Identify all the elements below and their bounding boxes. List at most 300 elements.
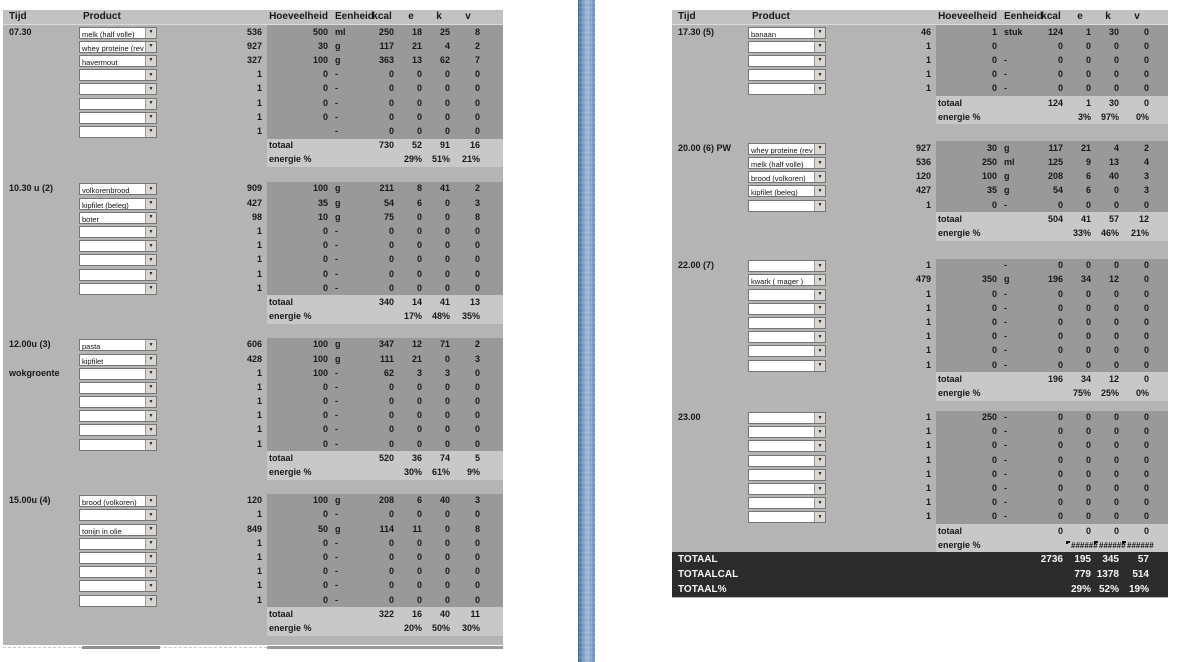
dropdown-arrow-button[interactable] [145, 525, 156, 535]
meal-row [3, 494, 503, 508]
kcal-value: 0 [388, 226, 394, 237]
chevron-down-icon: ▼ [148, 426, 154, 433]
column-header-row [3, 10, 503, 25]
carb-value: 0 [444, 424, 450, 435]
dropdown-arrow-button[interactable] [814, 186, 825, 196]
grand-carb-value: 345 [1102, 553, 1119, 565]
total-protein-value: 36 [411, 452, 422, 463]
protein-value: 0 [416, 424, 422, 435]
unit-value: - [335, 254, 338, 265]
product-dropdown[interactable] [748, 426, 826, 438]
total-fat-value: 30% [461, 622, 480, 633]
product-dropdown[interactable] [79, 595, 157, 607]
product-cell [79, 594, 159, 607]
dropdown-arrow-button[interactable] [814, 56, 825, 66]
unit-value: - [1004, 331, 1007, 342]
carb-value: 4 [444, 40, 450, 51]
kcal-value: 0 [1057, 260, 1063, 271]
kcal-value: 125 [1047, 157, 1063, 168]
protein-value: 0 [416, 396, 422, 407]
product-dropdown[interactable] [748, 143, 826, 155]
chevron-down-icon: ▼ [817, 499, 823, 506]
col-header-tijd: Tijd [678, 11, 696, 22]
carb-value: 0 [444, 580, 450, 591]
carb-value: 0 [444, 226, 450, 237]
total-carb-value: 91 [439, 140, 450, 151]
carb-value: 0 [1113, 345, 1119, 356]
fat-value: 0 [474, 381, 480, 392]
carb-value: 4 [1113, 142, 1119, 153]
total-protein-value: 75% [1072, 387, 1091, 398]
chevron-down-icon: ▼ [148, 43, 154, 50]
product-dropdown[interactable] [79, 410, 157, 422]
carb-value: 0 [444, 396, 450, 407]
fat-value: 0 [1143, 302, 1149, 313]
product-dropdown[interactable] [79, 55, 157, 67]
product-dropdown[interactable] [79, 424, 157, 436]
dropdown-arrow-button[interactable] [814, 158, 825, 168]
dropdown-arrow-button[interactable] [145, 127, 156, 137]
time-label: 07.30 [9, 26, 32, 37]
product-dropdown[interactable] [748, 455, 826, 467]
product-dropdown[interactable] [748, 303, 826, 315]
chevron-down-icon: ▼ [817, 262, 823, 269]
col-header-tijd: Tijd [9, 11, 27, 22]
kcal-value: 0 [388, 551, 394, 562]
time-label: 15.00u (4) [9, 495, 51, 506]
kcal-value: 54 [1052, 185, 1063, 196]
dropdown-arrow-button[interactable] [814, 144, 825, 154]
kcal-value: 0 [388, 97, 394, 108]
product-dropdown-value [80, 70, 145, 80]
fat-value: 3 [474, 353, 480, 364]
chevron-down-icon: ▼ [148, 228, 154, 235]
protein-value: 0 [1085, 302, 1091, 313]
product-dropdown[interactable] [748, 360, 826, 372]
quantity-value: 0 [991, 359, 997, 370]
product-dropdown[interactable] [748, 331, 826, 343]
chevron-down-icon: ▼ [148, 57, 154, 64]
protein-value: 0 [416, 594, 422, 605]
product-dropdown[interactable] [748, 157, 826, 169]
dropdown-arrow-button[interactable] [145, 28, 156, 38]
product-dropdown-value [80, 369, 145, 379]
product-dropdown[interactable] [748, 440, 826, 452]
fat-value: 0 [1143, 412, 1149, 423]
total-protein-value: 17% [403, 311, 422, 322]
dropdown-arrow-button[interactable] [145, 510, 156, 520]
fat-value: 0 [474, 83, 480, 94]
product-dropdown[interactable] [79, 212, 157, 224]
product-dropdown[interactable] [79, 339, 157, 351]
chevron-down-icon: ▼ [148, 356, 154, 363]
time-label: 20.00 (6) PW [678, 142, 732, 153]
carb-value: 0 [444, 125, 450, 136]
meal-plan-right-panel [672, 10, 1168, 598]
error-flag-icon [1122, 541, 1126, 544]
kcal-value: 0 [388, 438, 394, 449]
energie-percent-label: energie % [938, 111, 981, 122]
energie-percent-row [3, 465, 503, 479]
product-cell [79, 54, 159, 67]
quantity-value: 100 [312, 54, 328, 65]
fat-value: 0 [1143, 440, 1149, 451]
product-dropdown[interactable] [79, 254, 157, 266]
protein-value: 0 [1085, 331, 1091, 342]
unit-value: - [335, 551, 338, 562]
product-dropdown[interactable] [748, 274, 826, 286]
fat-value: 0 [474, 367, 480, 378]
fat-value: 0 [1143, 359, 1149, 370]
product-id-value: 1 [925, 40, 931, 51]
carb-value: 0 [1113, 316, 1119, 327]
product-dropdown[interactable] [79, 439, 157, 451]
product-dropdown[interactable] [79, 198, 157, 210]
chevron-down-icon: ▼ [817, 513, 823, 520]
dropdown-arrow-button[interactable] [145, 56, 156, 66]
chevron-down-icon: ▼ [148, 497, 154, 504]
product-dropdown[interactable] [79, 580, 157, 592]
protein-value: 0 [416, 566, 422, 577]
protein-value: 0 [1085, 54, 1091, 65]
product-dropdown[interactable] [748, 200, 826, 212]
product-dropdown-value: kwark ( mager ) [751, 277, 804, 286]
meal-row [672, 301, 1168, 315]
dropdown-arrow-button[interactable] [814, 346, 825, 356]
totaal-label: totaal [269, 608, 294, 619]
unit-value: - [335, 381, 338, 392]
dropdown-arrow-button[interactable] [145, 581, 156, 591]
product-dropdown[interactable] [748, 497, 826, 509]
meal-row [3, 267, 503, 281]
product-dropdown-value: boter [82, 214, 100, 223]
product-dropdown[interactable] [79, 495, 157, 507]
quantity-value: 0 [991, 54, 997, 65]
carb-value: 0 [1113, 497, 1119, 508]
grand-total-row [672, 567, 1168, 582]
quantity-value: 350 [981, 274, 997, 285]
dropdown-arrow-button[interactable] [814, 42, 825, 52]
dropdown-arrow-button[interactable] [814, 304, 825, 314]
dropdown-arrow-button[interactable] [145, 255, 156, 265]
product-dropdown[interactable] [748, 260, 826, 272]
dropdown-arrow-button[interactable] [145, 99, 156, 109]
product-id-value: 1 [256, 268, 262, 279]
dropdown-arrow-button[interactable] [814, 498, 825, 508]
dropdown-arrow-button[interactable] [814, 470, 825, 480]
unit-value: - [1004, 440, 1007, 451]
dropdown-arrow-button[interactable] [145, 397, 156, 407]
totaal-row [672, 212, 1168, 226]
product-dropdown[interactable] [748, 469, 826, 481]
product-dropdown-value [80, 397, 145, 407]
col-header-e: e [408, 11, 414, 22]
dropdown-arrow-button[interactable] [145, 199, 156, 209]
carb-value: 0 [444, 211, 450, 222]
product-dropdown[interactable] [79, 566, 157, 578]
product-dropdown[interactable] [79, 283, 157, 295]
carb-value: 0 [444, 410, 450, 421]
product-dropdown[interactable] [79, 368, 157, 380]
dropdown-arrow-button[interactable] [145, 425, 156, 435]
quantity-value: 0 [322, 254, 328, 265]
kcal-value: 0 [1057, 359, 1063, 370]
meal-row [3, 210, 503, 224]
protein-value: 0 [1085, 454, 1091, 465]
total-protein-value: ###### [1066, 541, 1094, 550]
product-id-value: 1 [925, 260, 931, 271]
total-fat-value: 13 [469, 296, 480, 307]
dropdown-arrow-button[interactable] [145, 539, 156, 549]
dropdown-arrow-button[interactable] [145, 496, 156, 506]
product-dropdown[interactable] [79, 396, 157, 408]
product-dropdown[interactable] [748, 171, 826, 183]
fat-value: 0 [474, 69, 480, 80]
chevron-down-icon: ▼ [148, 370, 154, 377]
protein-value: 0 [416, 509, 422, 520]
energie-percent-label: energie % [938, 387, 981, 398]
dropdown-arrow-button[interactable] [145, 84, 156, 94]
product-dropdown-value [749, 470, 814, 480]
unit-value: - [1004, 454, 1007, 465]
product-cell [748, 510, 828, 523]
product-dropdown[interactable] [79, 69, 157, 81]
product-cell [79, 182, 159, 195]
chevron-down-icon: ▼ [817, 319, 823, 326]
product-dropdown[interactable] [79, 41, 157, 53]
dropdown-arrow-button[interactable] [814, 70, 825, 80]
product-dropdown[interactable] [79, 112, 157, 124]
product-dropdown[interactable] [748, 41, 826, 53]
dropdown-arrow-button[interactable] [145, 369, 156, 379]
product-dropdown[interactable] [748, 317, 826, 329]
dropdown-arrow-button[interactable] [814, 484, 825, 494]
product-dropdown[interactable] [79, 27, 157, 39]
dropdown-arrow-button[interactable] [814, 332, 825, 342]
product-dropdown[interactable] [79, 354, 157, 366]
product-id-value: 98 [251, 211, 262, 222]
total-protein-value: 30% [403, 467, 422, 478]
carb-value: 0 [1113, 83, 1119, 94]
product-dropdown[interactable] [748, 69, 826, 81]
unit-value: g [335, 211, 341, 222]
meal-section [3, 494, 503, 636]
chevron-down-icon: ▼ [148, 185, 154, 192]
carb-value: 0 [444, 268, 450, 279]
carb-value: 0 [444, 240, 450, 251]
dropdown-arrow-button[interactable] [145, 184, 156, 194]
totaal-row [672, 372, 1168, 386]
carb-value: 0 [1113, 331, 1119, 342]
meal-row [672, 39, 1168, 53]
chevron-down-icon: ▼ [148, 582, 154, 589]
dropdown-arrow-button[interactable] [814, 512, 825, 522]
product-dropdown[interactable] [748, 55, 826, 67]
unit-value: - [1004, 345, 1007, 356]
product-dropdown[interactable] [748, 483, 826, 495]
total-carb-value: 51% [431, 154, 450, 165]
quantity-value: 500 [312, 26, 328, 37]
product-dropdown-value [749, 70, 814, 80]
carb-value: 0 [1113, 468, 1119, 479]
meal-section [3, 25, 503, 167]
meal-row [3, 423, 503, 437]
dropdown-arrow-button[interactable] [814, 275, 825, 285]
unit-value: g [335, 197, 341, 208]
product-dropdown-value: pasta [82, 342, 101, 351]
quantity-value: 0 [322, 282, 328, 293]
unit-value: g [1004, 274, 1010, 285]
product-id-value: 1 [256, 254, 262, 265]
product-id-value: 1 [925, 359, 931, 370]
dropdown-arrow-button[interactable] [814, 84, 825, 94]
product-dropdown[interactable] [79, 269, 157, 281]
product-cell [748, 316, 828, 329]
dropdown-arrow-button[interactable] [814, 172, 825, 182]
quantity-value: 100 [312, 339, 328, 350]
product-dropdown[interactable] [79, 382, 157, 394]
protein-value: 0 [1085, 316, 1091, 327]
dropdown-arrow-button[interactable] [145, 113, 156, 123]
product-dropdown[interactable] [748, 27, 826, 39]
dropdown-arrow-button[interactable] [145, 70, 156, 80]
unit-value: - [1004, 412, 1007, 423]
product-dropdown[interactable] [748, 185, 826, 197]
product-dropdown[interactable] [79, 552, 157, 564]
product-dropdown-value [80, 227, 145, 237]
product-dropdown[interactable] [748, 345, 826, 357]
meal-row [3, 253, 503, 267]
meal-section [3, 182, 503, 324]
dropdown-arrow-button[interactable] [145, 42, 156, 52]
protein-value: 0 [1085, 260, 1091, 271]
product-dropdown[interactable] [79, 83, 157, 95]
product-dropdown[interactable] [79, 226, 157, 238]
chevron-down-icon: ▼ [817, 442, 823, 449]
quantity-value: 0 [322, 83, 328, 94]
carb-value: 0 [1113, 511, 1119, 522]
product-dropdown-value [749, 427, 814, 437]
dropdown-arrow-button[interactable] [145, 270, 156, 280]
meal-section [672, 259, 1168, 401]
dropdown-arrow-button[interactable] [145, 340, 156, 350]
dropdown-arrow-button[interactable] [814, 261, 825, 271]
product-dropdown[interactable] [748, 83, 826, 95]
dropdown-arrow-button[interactable] [145, 411, 156, 421]
protein-value: 0 [416, 381, 422, 392]
quantity-value: 0 [991, 345, 997, 356]
dropdown-arrow-button[interactable] [145, 213, 156, 223]
energie-percent-row [672, 538, 1168, 552]
meal-row [672, 170, 1168, 184]
product-dropdown[interactable] [79, 524, 157, 536]
dropdown-arrow-button[interactable] [814, 456, 825, 466]
quantity-value: 0 [322, 424, 328, 435]
product-dropdown-value [749, 498, 814, 508]
chevron-down-icon: ▼ [148, 285, 154, 292]
total-kcal-value: 504 [1047, 213, 1063, 224]
chevron-down-icon: ▼ [817, 71, 823, 78]
product-dropdown[interactable] [748, 511, 826, 523]
dropdown-arrow-button[interactable] [814, 290, 825, 300]
error-flag-icon [1094, 541, 1098, 544]
kcal-value: 0 [1057, 302, 1063, 313]
dropdown-arrow-button[interactable] [814, 427, 825, 437]
energie-percent-label: energie % [938, 539, 981, 550]
product-cell [79, 381, 159, 394]
carb-value: 0 [1113, 359, 1119, 370]
dropdown-arrow-button[interactable] [814, 318, 825, 328]
dropdown-arrow-button[interactable] [145, 241, 156, 251]
column-header-row [672, 10, 1168, 25]
protein-value: 21 [411, 40, 422, 51]
product-cell [79, 253, 159, 266]
meal-row [3, 593, 503, 607]
product-id-value: 120 [246, 495, 262, 506]
dropdown-arrow-button[interactable] [145, 440, 156, 450]
carb-value: 0 [1113, 426, 1119, 437]
dropdown-arrow-button[interactable] [814, 441, 825, 451]
total-carb-value: 97% [1100, 111, 1119, 122]
kcal-value: 0 [388, 537, 394, 548]
dropdown-arrow-button[interactable] [814, 413, 825, 423]
dropdown-arrow-button[interactable] [145, 383, 156, 393]
product-cell [79, 225, 159, 238]
dropdown-arrow-button[interactable] [145, 553, 156, 563]
product-dropdown[interactable] [79, 538, 157, 550]
product-dropdown[interactable] [79, 509, 157, 521]
carb-value: 0 [1113, 483, 1119, 494]
product-cell [79, 494, 159, 507]
quantity-value: 0 [991, 199, 997, 210]
product-dropdown[interactable] [748, 289, 826, 301]
dropdown-arrow-button[interactable] [145, 355, 156, 365]
dropdown-arrow-button[interactable] [145, 567, 156, 577]
product-dropdown[interactable] [748, 412, 826, 424]
kcal-value: 0 [388, 125, 394, 136]
chevron-down-icon: ▼ [817, 428, 823, 435]
meal-row [3, 579, 503, 593]
total-carb-value: 48% [431, 311, 450, 322]
product-dropdown[interactable] [79, 98, 157, 110]
unit-value: g [335, 523, 341, 534]
carb-value: 0 [444, 594, 450, 605]
kcal-value: 0 [388, 240, 394, 251]
product-dropdown-value [80, 270, 145, 280]
dropdown-arrow-button[interactable] [145, 227, 156, 237]
chevron-down-icon: ▼ [148, 271, 154, 278]
total-kcal-value: 196 [1047, 373, 1063, 384]
fat-value: 0 [1143, 426, 1149, 437]
chevron-down-icon: ▼ [817, 29, 823, 36]
dropdown-arrow-button[interactable] [814, 201, 825, 211]
carb-value: 0 [444, 282, 450, 293]
product-dropdown[interactable] [79, 126, 157, 138]
quantity-value: 100 [312, 183, 328, 194]
dropdown-arrow-button[interactable] [145, 284, 156, 294]
carb-value: 3 [444, 367, 450, 378]
product-dropdown[interactable] [79, 183, 157, 195]
product-dropdown[interactable] [79, 240, 157, 252]
dropdown-arrow-button[interactable] [814, 361, 825, 371]
dropdown-arrow-button[interactable] [145, 596, 156, 606]
dropdown-arrow-button[interactable] [814, 28, 825, 38]
col-header-k: k [436, 11, 442, 22]
chevron-down-icon: ▼ [817, 333, 823, 340]
fat-value: 0 [474, 240, 480, 251]
totaal-label: totaal [938, 525, 963, 536]
fat-value: 0 [474, 254, 480, 265]
